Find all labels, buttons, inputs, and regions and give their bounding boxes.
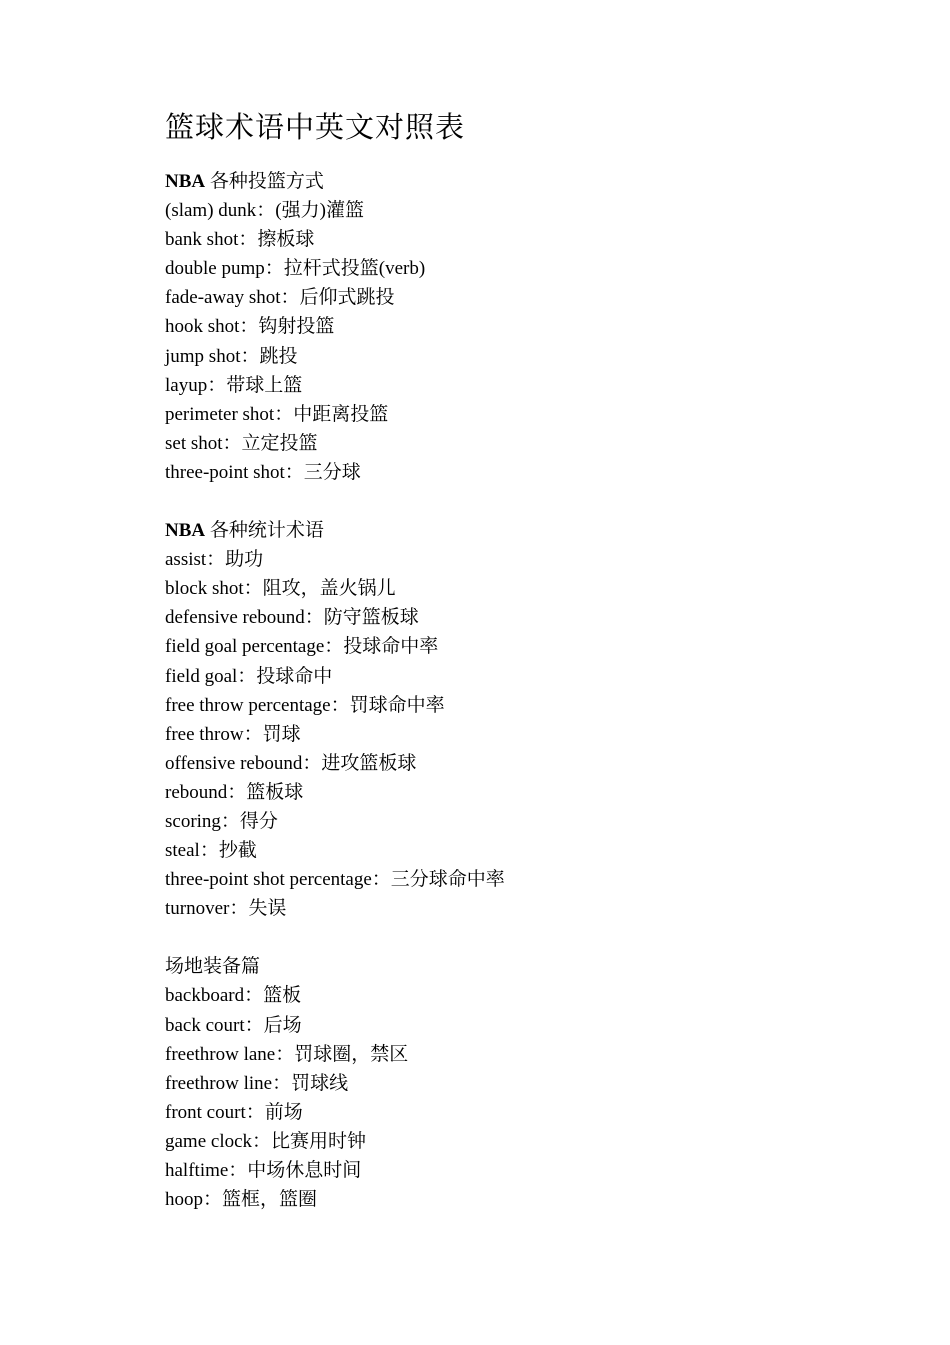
term-entry: free throw percentage：罚球命中率 — [165, 694, 445, 716]
term-entry: hook shot：钩射投篮 — [165, 316, 335, 338]
term-entry: turnover：失误 — [165, 898, 287, 920]
term-entry: scoring：得分 — [165, 810, 278, 832]
term-entry: jump shot：跳投 — [165, 345, 298, 367]
term-entry: hoop：篮框，篮圈 — [165, 1189, 318, 1211]
term-entry: free throw：罚球 — [165, 723, 301, 745]
term-entry: steal：抄截 — [165, 840, 257, 862]
term-entry: field goal percentage：投球命中率 — [165, 636, 439, 658]
term-entry: fade-away shot：后仰式跳投 — [165, 287, 395, 309]
term-entry: defensive rebound：防守篮板球 — [165, 607, 419, 629]
heading-prefix: NBA — [165, 520, 206, 542]
term-entry: rebound：篮板球 — [165, 781, 304, 803]
term-entry: backboard：篮板 — [165, 985, 302, 1007]
section-court-equipment — [165, 952, 865, 1214]
term-entry: three-point shot：三分球 — [165, 461, 361, 483]
term-entry: layup：带球上篮 — [165, 374, 303, 396]
heading-text: 场地装备篇 — [165, 956, 261, 978]
term-entry: field goal：投球命中 — [165, 665, 333, 687]
term-entry: bank shot：擦板球 — [165, 229, 315, 251]
section-heading — [165, 516, 865, 545]
section-statistics — [165, 516, 865, 923]
section-shooting — [165, 167, 865, 487]
term-entry: front court：前场 — [165, 1101, 303, 1123]
term-entry: freethrow line：罚球线 — [165, 1072, 349, 1094]
term-entry: back court：后场 — [165, 1014, 302, 1036]
section-heading — [165, 167, 865, 196]
term-entry: three-point shot percentage：三分球命中率 — [165, 869, 505, 891]
section-heading — [165, 952, 865, 981]
term-entry: block shot：阻攻，盖火锅儿 — [165, 578, 396, 600]
term-entry: set shot：立定投篮 — [165, 432, 318, 454]
heading-text: 各种统计术语 — [205, 520, 324, 542]
heading-prefix: NBA — [165, 171, 206, 192]
term-entry: offensive rebound：进攻篮板球 — [165, 752, 417, 774]
document-page — [165, 108, 865, 1243]
heading-text: 各种投篮方式 — [205, 171, 324, 192]
term-entry: halftime：中场休息时间 — [165, 1160, 362, 1181]
term-entry: (slam) dunk：(强力)灌篮 — [165, 200, 364, 222]
document-title: 篮球术语中英文对照表 — [165, 112, 466, 144]
term-entry: assist：助功 — [165, 549, 264, 571]
term-entry: game clock：比赛用时钟 — [165, 1130, 367, 1152]
term-entry: double pump：拉杆式投篮(verb) — [165, 258, 426, 280]
term-entry: freethrow lane：罚球圈，禁区 — [165, 1043, 409, 1065]
term-entry: perimeter shot：中距离投篮 — [165, 403, 389, 425]
